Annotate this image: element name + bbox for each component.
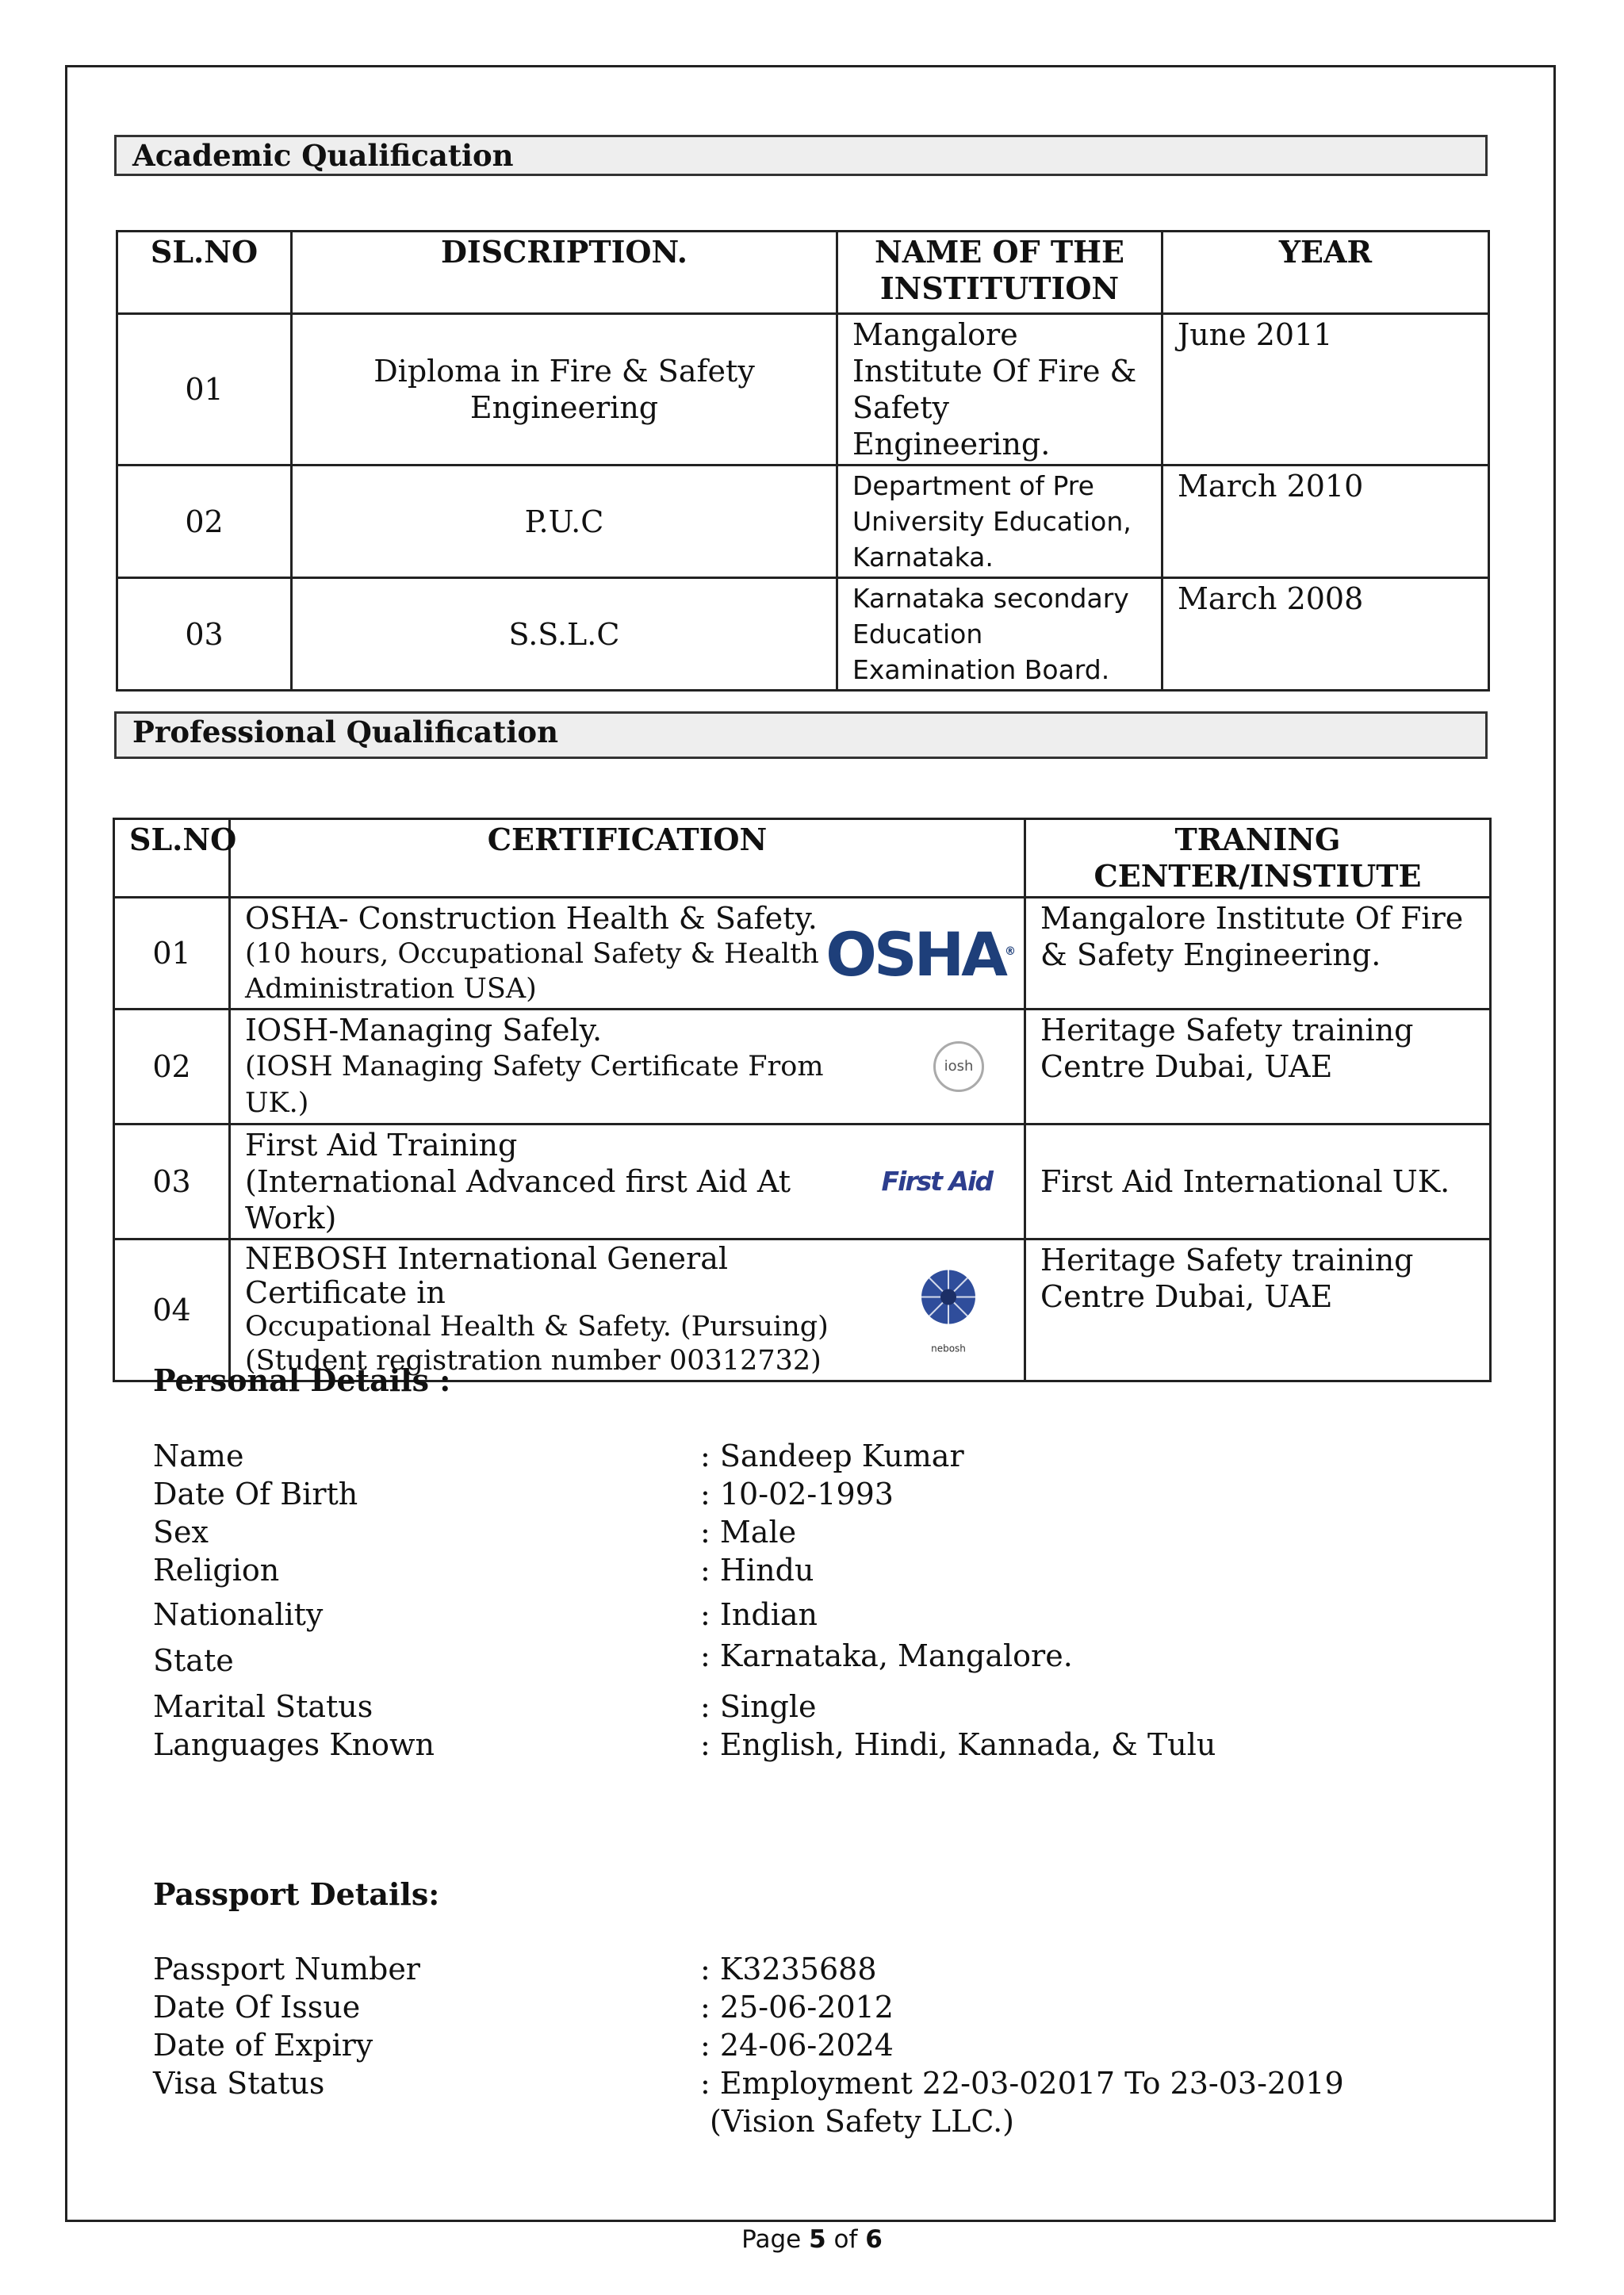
- table-row: [117, 314, 1489, 466]
- center-cell: Mangalore Institute Of Fire & Safety Engineering.: [1025, 898, 1491, 1010]
- year-cell: March 2008: [1162, 578, 1489, 691]
- certification-detail: Occupational Health & Safety. (Pursuing): [245, 1311, 829, 1343]
- certification-title: First Aid Training: [245, 1128, 518, 1163]
- marital-status-value: : Single: [700, 1689, 817, 1724]
- nationality-value: : Indian: [700, 1597, 818, 1632]
- certification-title: OSHA- Construction Health & Safety.: [245, 901, 818, 936]
- certification-detail: (International Advanced first Aid At Work): [245, 1164, 791, 1236]
- table-row: [117, 578, 1489, 691]
- academic-header-institution: NAME OF THE INSTITUTION: [837, 232, 1162, 314]
- passport-number-label: Passport Number: [153, 1952, 420, 1987]
- list-item: [153, 2026, 1501, 2064]
- visa-sponsor-note: (Vision Safety LLC.): [710, 2104, 1014, 2139]
- professional-section-title: Professional Qualification: [114, 711, 1488, 759]
- table-row: [114, 898, 1491, 1010]
- expiry-date-value: : 24-06-2024: [700, 2028, 894, 2063]
- religion-label: Religion: [153, 1553, 280, 1588]
- certification-detail: (IOSH Managing Safety Certificate From UK.): [245, 1051, 824, 1119]
- slno-cell: 03: [117, 578, 292, 691]
- list-item: [153, 1437, 1501, 1475]
- certification-registration: (Student registration number 00312732): [245, 1345, 822, 1377]
- slno-cell: 01: [117, 314, 292, 466]
- name-value: : Sandeep Kumar: [700, 1439, 964, 1473]
- passport-details-heading: Passport Details:: [153, 1876, 440, 1912]
- professional-header-slno: SL.NO: [114, 819, 230, 898]
- sex-label: Sex: [153, 1515, 209, 1550]
- page-number: Page 5 of 6: [741, 2225, 883, 2254]
- expiry-date-label: Date of Expiry: [153, 2028, 373, 2063]
- slno-cell: 03: [114, 1125, 230, 1239]
- marital-status-label: Marital Status: [153, 1689, 373, 1724]
- slno-cell: 01: [114, 898, 230, 1010]
- professional-header-certification: CERTIFICATION: [230, 819, 1025, 898]
- iosh-logo-icon: iosh: [933, 1041, 984, 1092]
- institution-cell: Mangalore Institute Of Fire & Safety Engineering.: [837, 314, 1162, 466]
- state-value: : Karnataka, Mangalore.: [700, 1638, 1073, 1673]
- sex-value: : Male: [700, 1515, 797, 1550]
- osha-logo-icon: OSHA®: [825, 919, 1013, 990]
- list-item: [153, 2064, 1501, 2102]
- first-aid-logo-icon: First Aid: [881, 1166, 992, 1197]
- academic-header-year: YEAR: [1162, 232, 1489, 314]
- list-item: [153, 1475, 1501, 1513]
- nationality-label: Nationality: [153, 1597, 324, 1632]
- center-cell: First Aid International UK.: [1025, 1125, 1491, 1239]
- slno-cell: 02: [114, 1010, 230, 1125]
- slno-cell: 04: [114, 1239, 230, 1381]
- languages-label: Languages Known: [153, 1727, 435, 1762]
- certification-cell: [230, 898, 1025, 1010]
- professional-header-center: TRANING CENTER/INSTIUTE: [1025, 819, 1491, 898]
- description-cell: S.S.L.C: [292, 578, 837, 691]
- dob-value: : 10-02-1993: [700, 1477, 894, 1511]
- academic-header-slno: SL.NO: [117, 232, 292, 314]
- list-item: [153, 1551, 1501, 1589]
- personal-details-list: [153, 1437, 1501, 1764]
- center-cell: Heritage Safety training Centre Dubai, UAE: [1025, 1010, 1491, 1125]
- academic-section-title: Academic Qualification: [114, 135, 1488, 176]
- institution-cell: Karnataka secondary Education Examination Board.: [837, 578, 1162, 691]
- academic-header-description: DISCRIPTION.: [292, 232, 837, 314]
- list-item: [153, 1988, 1501, 2026]
- list-item: [153, 2102, 1501, 2140]
- certification-cell: [230, 1239, 1025, 1381]
- year-cell: June 2011: [1162, 314, 1489, 466]
- certification-title: NEBOSH International General Certificate in: [245, 1241, 729, 1310]
- description-cell: Diploma in Fire & Safety Engineering: [292, 314, 837, 466]
- certification-detail: (10 hours, Occupational Safety & Health Administration USA): [245, 938, 819, 1005]
- list-item: [153, 1513, 1501, 1551]
- list-item: [153, 1726, 1501, 1764]
- center-cell: Heritage Safety training Centre Dubai, UAE: [1025, 1239, 1491, 1381]
- certification-cell: [230, 1125, 1025, 1239]
- table-row: [117, 466, 1489, 578]
- visa-status-label: Visa Status: [153, 2066, 325, 2101]
- professional-table: [113, 818, 1492, 1382]
- table-row: [114, 1125, 1491, 1239]
- passport-details-list: [153, 1950, 1501, 2140]
- description-cell: P.U.C: [292, 466, 837, 578]
- certification-title: IOSH-Managing Safely.: [245, 1013, 603, 1048]
- passport-number-value: : K3235688: [700, 1952, 877, 1987]
- visa-status-value: : Employment 22-03-02017 To 23-03-2019: [700, 2066, 1344, 2101]
- religion-value: : Hindu: [700, 1553, 814, 1588]
- table-row: [114, 1239, 1491, 1381]
- table-row: [114, 1010, 1491, 1125]
- state-label: State: [153, 1643, 234, 1678]
- issue-date-label: Date Of Issue: [153, 1990, 361, 2025]
- year-cell: March 2010: [1162, 466, 1489, 578]
- slno-cell: 02: [117, 466, 292, 578]
- academic-table: [116, 230, 1490, 692]
- list-item: [153, 1950, 1501, 1988]
- list-item: [153, 1637, 1501, 1680]
- languages-value: : English, Hindi, Kannada, & Tulu: [700, 1727, 1216, 1762]
- issue-date-value: : 25-06-2012: [700, 1990, 894, 2025]
- list-item: [153, 1688, 1501, 1726]
- dob-label: Date Of Birth: [153, 1477, 358, 1511]
- name-label: Name: [153, 1439, 244, 1473]
- institution-cell: Department of Pre University Education, Karnataka.: [837, 466, 1162, 578]
- list-item: [153, 1596, 1501, 1634]
- certification-cell: [230, 1010, 1025, 1125]
- nebosh-logo-icon: nebosh: [911, 1267, 986, 1354]
- personal-details-heading: Personal Details :: [153, 1362, 451, 1398]
